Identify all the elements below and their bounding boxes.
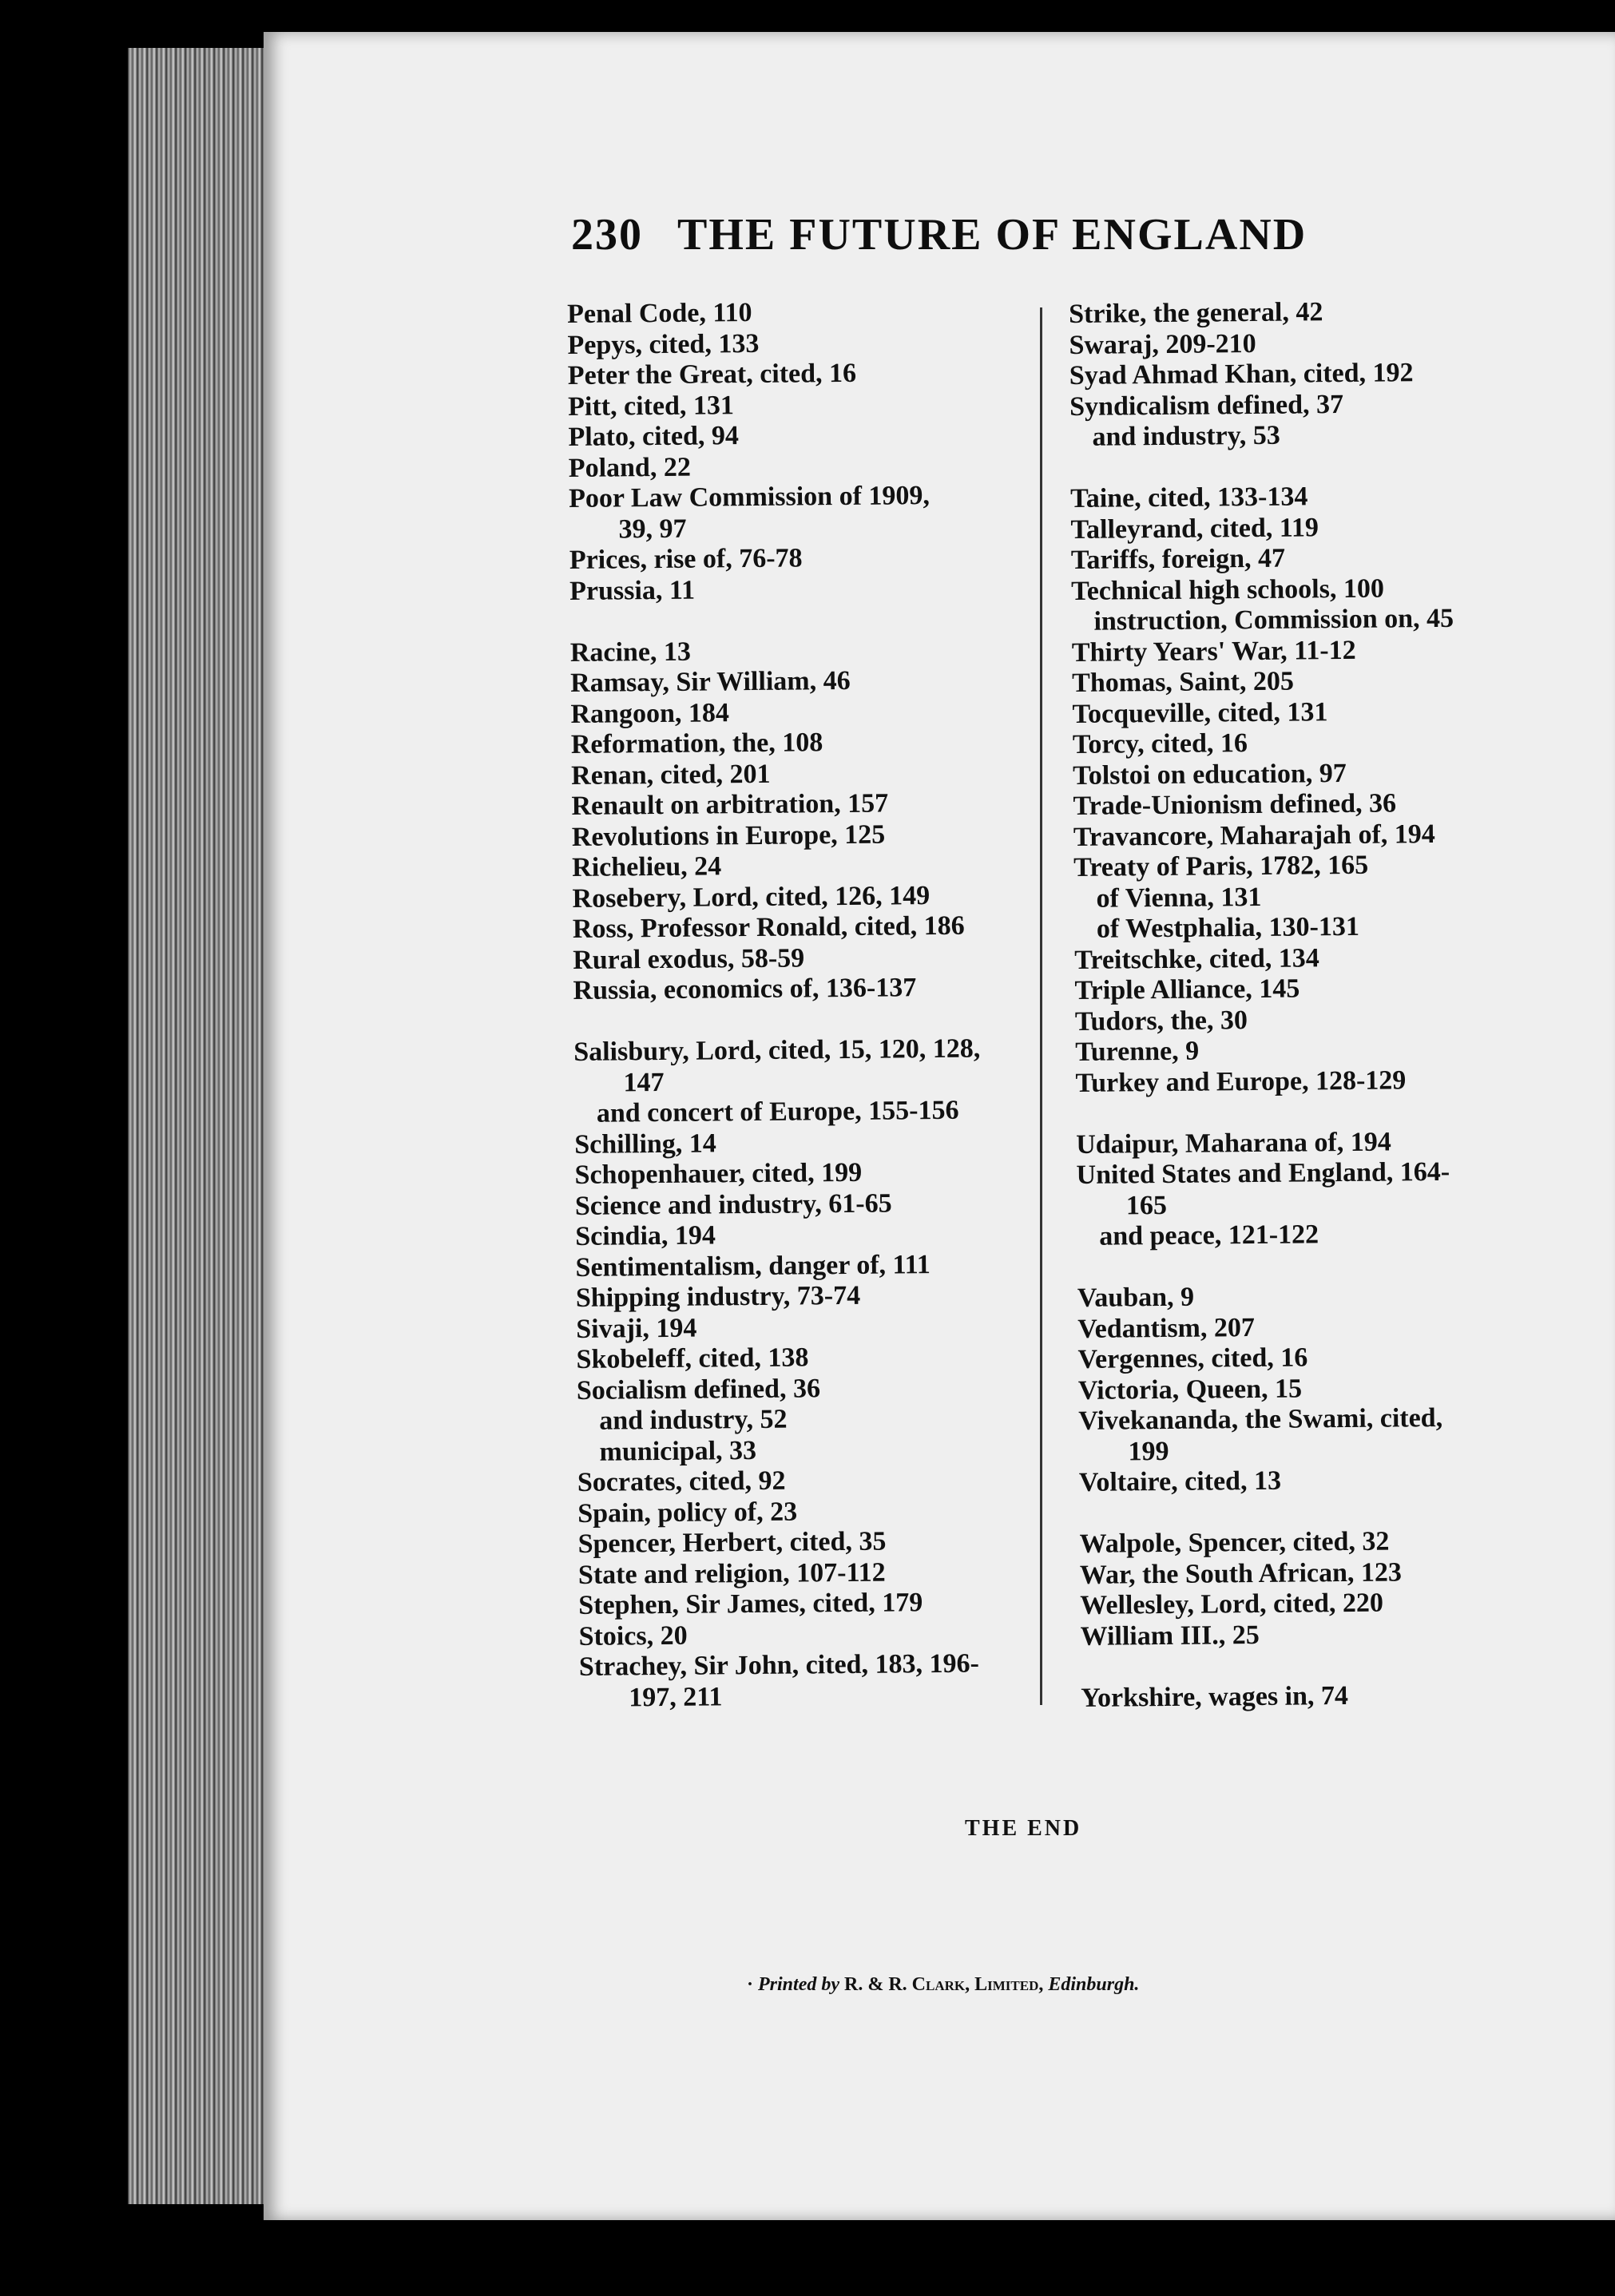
index-entry: Udaipur, Maharana of, 194	[1076, 1127, 1391, 1160]
index-entry: Tocqueville, cited, 131	[1072, 696, 1328, 729]
index-entry: Strachey, Sir John, cited, 183, 196-	[578, 1648, 979, 1682]
index-letter-gap	[1077, 1248, 1588, 1283]
index-entry: Schilling, 14	[574, 1128, 716, 1160]
index-entry: Sivaji, 194	[576, 1313, 697, 1344]
imprint-bullet: ·	[747, 1974, 754, 1995]
index-subentry: instruction, Commission on, 45	[1093, 603, 1454, 636]
index-entry: Rangoon, 184	[570, 697, 730, 729]
index-entry: Technical high schools, 100	[1071, 573, 1385, 606]
index-letter-gap	[1076, 1094, 1587, 1129]
index-entry: William III., 25	[1080, 1620, 1260, 1652]
index-entry: Spencer, Herbert, cited, 35	[577, 1526, 887, 1559]
index-entry: Turenne, 9	[1075, 1036, 1200, 1067]
index-entry: Poland, 22	[568, 452, 692, 483]
index-entry: Talleyrand, cited, 119	[1070, 512, 1319, 545]
index-column-left	[567, 295, 1090, 1714]
index-entry: Thomas, Saint, 205	[1072, 666, 1295, 698]
index-entry: Turkey and Europe, 128-129	[1075, 1065, 1407, 1098]
running-title: THE FUTURE OF ENGLAND	[677, 210, 1307, 260]
the-end-label: THE END	[965, 1816, 1082, 1841]
index-entry: Strike, the general, 42	[1069, 297, 1323, 329]
index-entry-continuation: 165	[1125, 1190, 1168, 1220]
index-entry: Torcy, cited, 16	[1072, 728, 1248, 759]
index-letter-gap	[1081, 1648, 1592, 1683]
index-entry-continuation: 199	[1128, 1436, 1169, 1466]
column-divider	[1040, 307, 1042, 1705]
index-entry: Renault on arbitration, 157	[571, 788, 889, 821]
index-entry: Salisbury, Lord, cited, 15, 120, 128,	[573, 1033, 981, 1067]
index-letter-gap	[1079, 1494, 1590, 1529]
imprint-printer: R. & R. Clark, Limited,	[844, 1974, 1044, 1995]
index-entry: Taine, cited, 133-134	[1070, 482, 1308, 514]
index-entry: Voltaire, cited, 13	[1078, 1465, 1282, 1497]
index-column-right	[1069, 295, 1592, 1714]
index-subentry: municipal, 33	[599, 1435, 757, 1467]
index-entry: Trade-Unionism defined, 36	[1073, 788, 1397, 821]
index-entry: Rosebery, Lord, cited, 126, 149	[572, 880, 931, 914]
index-entry: Sentimentalism, danger of, 111	[575, 1249, 931, 1283]
index-entry: Rural exodus, 58-59	[573, 942, 805, 975]
index-entry: Prices, rise of, 76-78	[569, 543, 803, 575]
index-entry: Scindia, 194	[575, 1220, 716, 1251]
index-entry: Tariffs, foreign, 47	[1070, 543, 1286, 575]
index-entry: Pitt, cited, 131	[568, 390, 735, 422]
index-entry: Peter the Great, cited, 16	[567, 358, 857, 391]
index-entry: State and religion, 107-112	[577, 1557, 886, 1590]
index-subentry: and industry, 52	[599, 1404, 788, 1436]
index-entry: Pepys, cited, 133	[567, 328, 760, 360]
index-entry: Syndicalism defined, 37	[1069, 389, 1344, 422]
index-entry: Richelieu, 24	[572, 851, 722, 882]
index-entry: Plato, cited, 94	[568, 421, 740, 452]
index-entry: Schopenhauer, cited, 199	[574, 1157, 863, 1190]
index-letter-gap	[573, 1002, 1085, 1037]
index-entry: Renan, cited, 201	[571, 759, 771, 791]
index-entry: Spain, policy of, 23	[577, 1497, 798, 1529]
index-entry: Poor Law Commission of 1909,	[569, 481, 931, 514]
index-entry: Syad Ahmad Khan, cited, 192	[1069, 358, 1414, 391]
index-entry: Tudors, the, 30	[1074, 1005, 1248, 1037]
index-entry: Victoria, Queen, 15	[1077, 1374, 1303, 1406]
index-subentry: and industry, 53	[1092, 420, 1280, 452]
running-header	[571, 209, 1307, 260]
index-subentry: of Westphalia, 130-131	[1096, 911, 1360, 944]
index-entry: Wellesley, Lord, cited, 220	[1080, 1588, 1384, 1620]
index-entry: Socrates, cited, 92	[577, 1465, 786, 1497]
index-entry: Treaty of Paris, 1782, 165	[1073, 850, 1369, 882]
index-entry-continuation: 197, 211	[629, 1681, 723, 1712]
index-entry: Racine, 13	[569, 636, 692, 668]
index-entry-continuation: 39, 97	[618, 514, 687, 544]
index-entry: Thirty Years' War, 11-12	[1071, 635, 1356, 668]
index-entry: Shipping industry, 73-74	[575, 1280, 861, 1313]
index-entry: Reformation, the, 108	[570, 728, 823, 759]
index-entry: Vergennes, cited, 16	[1077, 1342, 1308, 1374]
index-subentry: and concert of Europe, 155-156	[596, 1095, 959, 1128]
index-entry: Vedantism, 207	[1077, 1312, 1256, 1344]
page-number: 230	[571, 210, 643, 260]
index-letter-gap	[1070, 449, 1581, 484]
index-subentry: of Vienna, 131	[1096, 882, 1262, 914]
index-entry: Penal Code, 110	[567, 297, 752, 329]
index-entry: War, the South African, 123	[1079, 1556, 1403, 1590]
index-entry-continuation: 147	[623, 1067, 665, 1097]
index-entry: Socialism defined, 36	[576, 1373, 821, 1406]
index-entry: Skobeleff, cited, 138	[576, 1342, 809, 1374]
index-entry: Triple Alliance, 145	[1074, 974, 1300, 1005]
index-letter-gap	[569, 602, 1081, 637]
index-entry: Travancore, Maharajah of, 194	[1073, 819, 1435, 852]
index-entry: Vivekananda, the Swami, cited,	[1078, 1402, 1443, 1436]
index-entry: Prussia, 11	[569, 575, 696, 606]
index-entry: Treitschke, cited, 134	[1074, 942, 1319, 975]
imprint-city: Edinburgh.	[1048, 1974, 1140, 1995]
index-entry: Stoics, 20	[578, 1620, 688, 1652]
index-entry: Walpole, Spencer, cited, 32	[1079, 1526, 1390, 1559]
index-subentry: and peace, 121-122	[1099, 1219, 1319, 1251]
index-entry: Vauban, 9	[1077, 1282, 1195, 1313]
index-entry: Swaraj, 209-210	[1069, 328, 1256, 360]
printer-imprint	[747, 1974, 1139, 1996]
index-entry: Ramsay, Sir William, 46	[570, 665, 851, 698]
index-entry: Tolstoi on education, 97	[1073, 758, 1347, 791]
index-entry: Russia, economics of, 136-137	[573, 973, 917, 1005]
index-entry: Revolutions in Europe, 125	[571, 819, 886, 852]
index-entry: Yorkshire, wages in, 74	[1081, 1680, 1349, 1713]
imprint-printed-by: Printed by	[758, 1974, 840, 1995]
index-entry: Ross, Professor Ronald, cited, 186	[572, 910, 965, 944]
index-entry: Stephen, Sir James, cited, 179	[578, 1588, 923, 1620]
index-entry: United States and England, 164-	[1076, 1156, 1450, 1190]
index-entry: Science and industry, 61-65	[574, 1188, 892, 1221]
